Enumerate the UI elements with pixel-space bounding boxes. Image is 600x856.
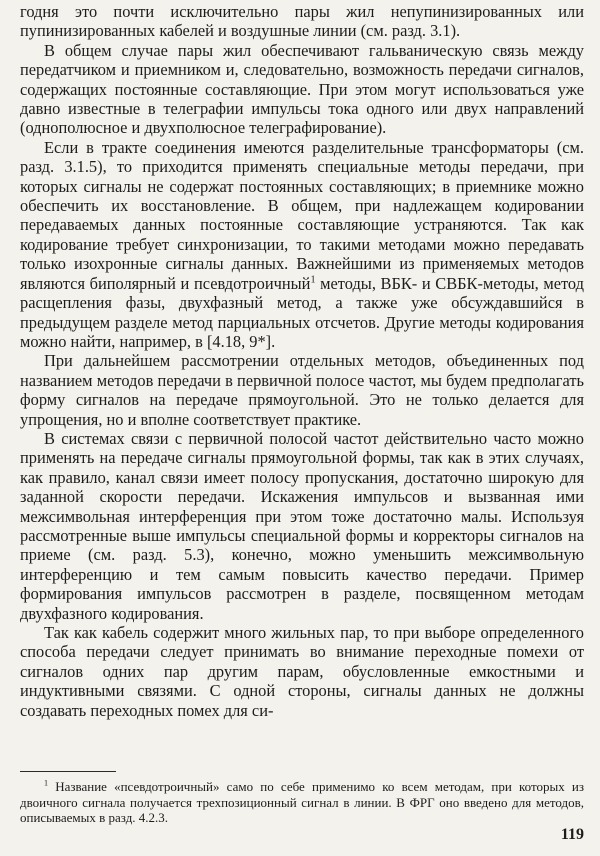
paragraph-baseband-methods: При дальнейшем рассмотрении отдельных методов, объединенных под названием методов передачи в первичной полосе частот, мы будем предполагать форму сигналов на передаче прямоугольной. Это не только делается для упрощения, но и вполне соответствует практике. xyxy=(20,351,584,429)
footnote-divider xyxy=(20,771,116,772)
paragraph-transformers xyxy=(20,138,584,351)
paragraph-continuation: годня это почти исключительно пары жил непупинизированных или пупинизированных кабелей и воздушные линии (см. разд. 3.1). xyxy=(20,2,584,41)
footnote-marker: 1 xyxy=(44,778,49,788)
paragraph-crosstalk: Так как кабель содержит много жильных пар, то при выборе определенного способа передачи следует принимать во внимание переходные помехи от сигналов одних пар другим парам, обусловленные емкостными и индуктивными связями. С одной стороны, сигналы данных не должны создавать переходных помех для си- xyxy=(20,623,584,720)
footnote-reference: 1 xyxy=(310,274,316,286)
footnote-text: Название «псевдотроичный» само по себе применимо ко всем методам, при которых из двоичного сигнала получается трехпозиционный сигнал в линии. В ФРГ оно введено для методов, описываемых в разд. 4.2.3. xyxy=(20,779,584,826)
paragraph-transformers-tail: методы, ВБК- и СВБК-методы, метод расщепления фазы, двухфазный метод, а также уже обсуждавшийся в предыдущем разделе метод парциальных отсчетов. Другие методы кодирования можно найти, например, в [4.18, 9*]. xyxy=(20,273,584,351)
page-number: 119 xyxy=(560,826,584,843)
paragraph-transformers-text: Если в тракте соединения имеются разделительные трансформаторы (см. разд. 3.1.5), то приходится применять специальные методы передачи, при которых сигналы не содержат постоянных составляющих; в приемнике можно обеспечить их восстановление. В общем, при надлежащем кодировании передаваемых данных постоянные составляющие устраняются. Так как кодирование требует синхронизации, то такими методами можно передавать только изохронные сигналы данных. Важнейшими из применяемых методов являются биполярный и псевдотроичный xyxy=(20,137,584,293)
paragraph-rectangular-signals: В системах связи с первичной полосой частот действительно часто можно применять на передаче сигналы прямоугольной формы, так как в этих случаях, как правило, канал связи имеет полосу пропускания, достаточно широкую для заданной скорости передачи. Искажения импульсов и вызванная ими межсимвольная интерференция при этом тоже достаточно малы. Используя рассмотренные выше импульсы специальной формы и корректоры сигналов на приеме (см. разд. 5.3), конечно, можно уменьшить межсимвольную интерференцию и тем самым повысить качество передачи. Пример формирования импульсов рассмотрен в разделе, посвященном методам двухфазного кодирования. xyxy=(20,428,584,623)
paragraph-galvanic-coupling: В общем случае пары жил обеспечивают гальваническую связь между передатчиком и приемником и, следовательно, возможность передачи сигналов, содержащих постоянные составляющие. При этом могут использоваться уже давно известные в телеграфии импульсы тока одного или двух направлений (однополюсное и двухполюсное телеграфирование). xyxy=(20,40,584,138)
footnote xyxy=(20,779,584,826)
body-text xyxy=(20,2,584,720)
